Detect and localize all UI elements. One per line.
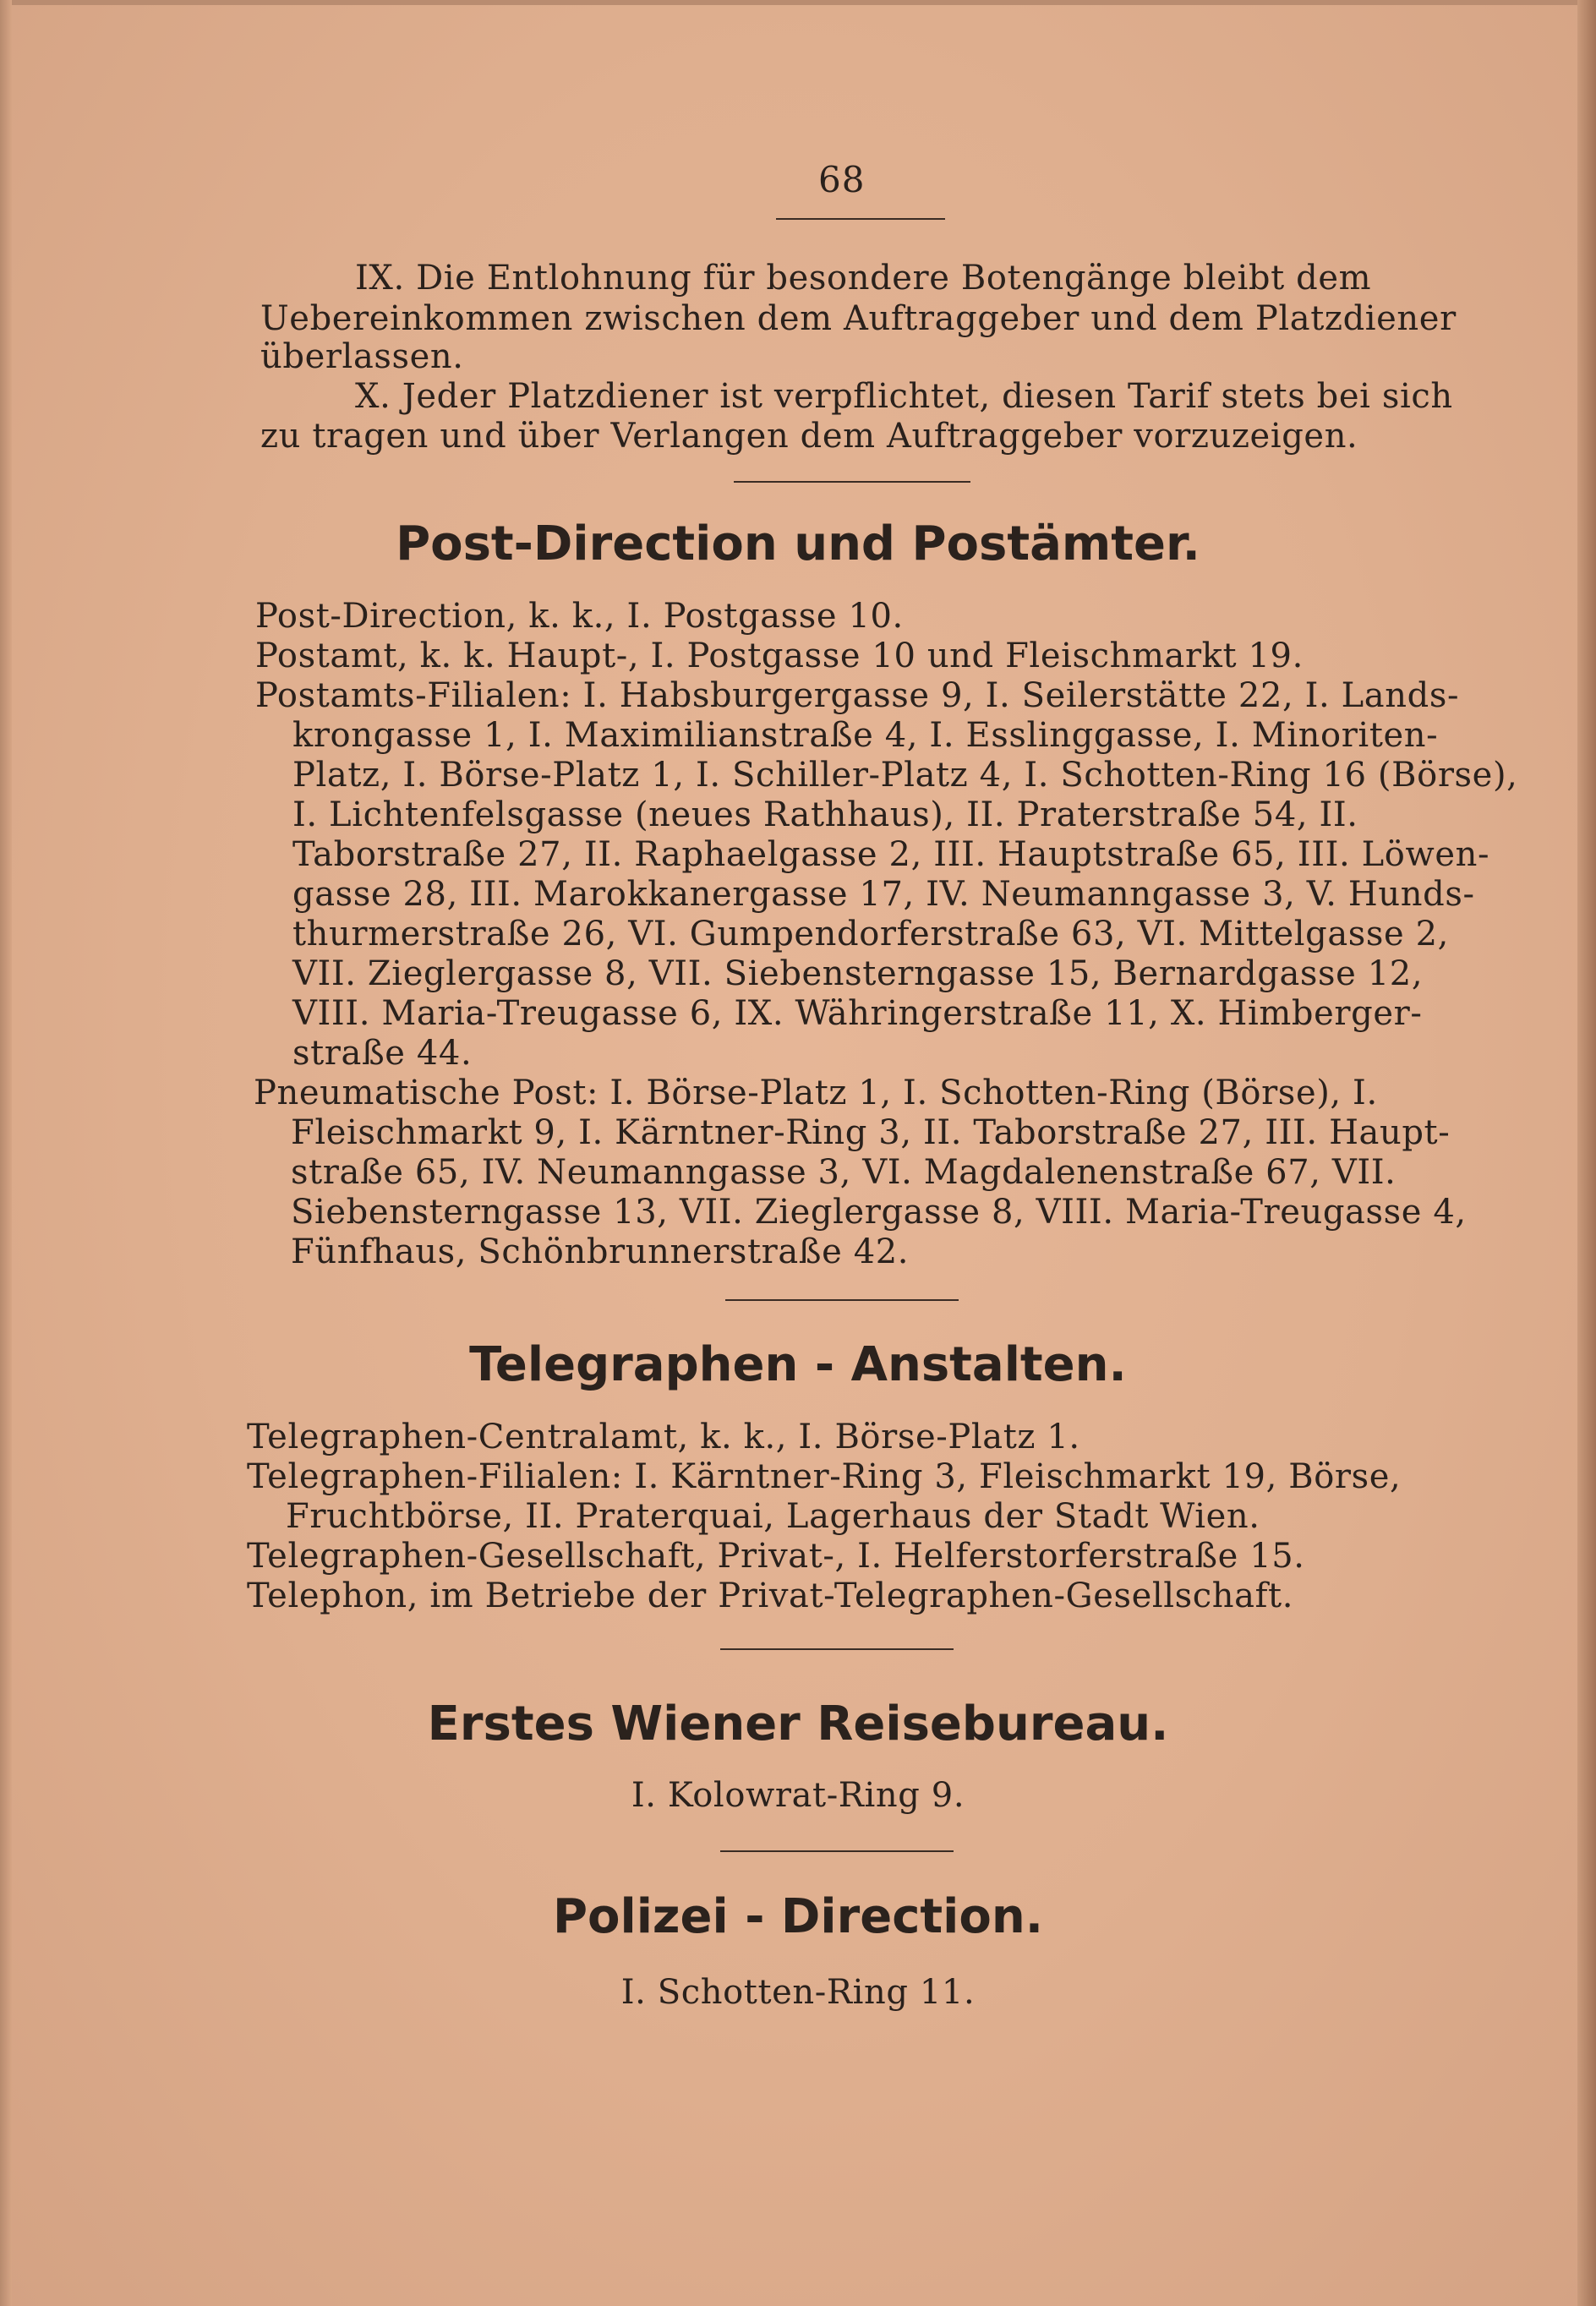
reisebureau-heading: Erstes Wiener Reisebureau. [427, 1697, 1169, 1751]
section-divider-1 [734, 481, 970, 483]
reisebureau-address: I. Kolowrat-Ring 9. [631, 1776, 965, 1815]
post-line-14: Fleischmarkt 9, I. Kärntner-Ring 3, II. Taborstraße 27, III. Haupt- [291, 1113, 1451, 1152]
post-line-4: krongasse 1, I. Maximilianstraße 4, I. Esslinggasse, I. Minoriten- [292, 716, 1439, 755]
post-line-15: straße 65, IV. Neumanngasse 3, VI. Magdalenenstraße 67, VII. [291, 1153, 1396, 1192]
page-edge-left [0, 0, 12, 2306]
post-line-6: I. Lichtenfelsgasse (neues Rathhaus), II. Praterstraße 54, II. [292, 795, 1358, 834]
post-line-1: Post-Direction, k. k., I. Postgasse 10. [255, 597, 904, 636]
post-line-2: Postamt, k. k. Haupt-, I. Postgasse 10 und Fleischmarkt 19. [255, 637, 1304, 675]
post-line-8: gasse 28, III. Marokkanergasse 17, IV. Neumanngasse 3, V. Hunds- [292, 875, 1475, 914]
telegraph-line-4: Telegraphen-Gesellschaft, Privat-, I. Helferstorferstraße 15. [247, 1537, 1305, 1576]
post-line-5: Platz, I. Börse-Platz 1, I. Schiller-Platz 4, I. Schotten-Ring 16 (Börse), [292, 756, 1518, 795]
telegraph-line-3: Fruchtbörse, II. Praterquai, Lagerhaus der Stadt Wien. [286, 1497, 1260, 1536]
page-edge-top [0, 0, 1596, 5]
polizei-address: I. Schotten-Ring 11. [620, 1973, 976, 2012]
telegraph-line-5: Telephon, im Betriebe der Privat-Telegraphen-Gesellschaft. [247, 1576, 1294, 1615]
paragraph-ix-line-1: IX. Die Entlohnung für besondere Botengänge bleibt dem [355, 259, 1372, 298]
telegraph-line-1: Telegraphen-Centralamt, k. k., I. Börse-Platz 1. [247, 1418, 1080, 1456]
post-line-3: Postamts-Filialen: I. Habsburgergasse 9, I. Seilerstätte 22, I. Lands- [255, 676, 1460, 715]
post-line-7: Taborstraße 27, II. Raphaelgasse 2, III. Hauptstraße 65, III. Löwen- [292, 835, 1490, 874]
telegraph-line-2: Telegraphen-Filialen: I. Kärntner-Ring 3, Fleischmarkt 19, Börse, [247, 1457, 1402, 1496]
paragraph-x-line-2: zu tragen und über Verlangen dem Auftraggeber vorzuzeigen. [260, 417, 1358, 456]
paragraph-ix-line-2: Uebereinkommen zwischen dem Auftraggeber und dem Platzdiener [260, 299, 1457, 338]
section-divider-4 [720, 1850, 954, 1852]
post-line-16: Siebensterngasse 13, VII. Zieglergasse 8, VIII. Maria-Treugasse 4, [291, 1193, 1467, 1232]
paragraph-ix-line-3: überlassen. [260, 337, 464, 376]
page-number-rule [776, 218, 945, 220]
post-line-17: Fünfhaus, Schönbrunnerstraße 42. [291, 1232, 910, 1271]
post-line-9: thurmerstraße 26, VI. Gumpendorferstraße 63, VI. Mittelgasse 2, [292, 915, 1449, 954]
post-line-13: Pneumatische Post: I. Börse-Platz 1, I. Schotten-Ring (Börse), I. [254, 1074, 1378, 1112]
post-line-11: VIII. Maria-Treugasse 6, IX. Währingerstraße 11, X. Himberger- [292, 994, 1423, 1033]
polizei-heading: Polizei - Direction. [553, 1889, 1043, 1944]
page-edge-right [1577, 0, 1596, 2306]
section-divider-2 [725, 1299, 959, 1301]
post-line-10: VII. Zieglergasse 8, VII. Siebensterngasse 15, Bernardgasse 12, [292, 954, 1424, 993]
telegraph-heading: Telegraphen - Anstalten. [469, 1337, 1127, 1392]
paragraph-x-line-1: X. Jeder Platzdiener ist verpflichtet, diesen Tarif stets bei sich [355, 377, 1453, 416]
section-divider-3 [720, 1648, 954, 1650]
post-line-12: straße 44. [292, 1034, 473, 1073]
page-number: 68 [818, 159, 866, 200]
post-direction-heading: Post-Direction und Postämter. [396, 516, 1200, 571]
